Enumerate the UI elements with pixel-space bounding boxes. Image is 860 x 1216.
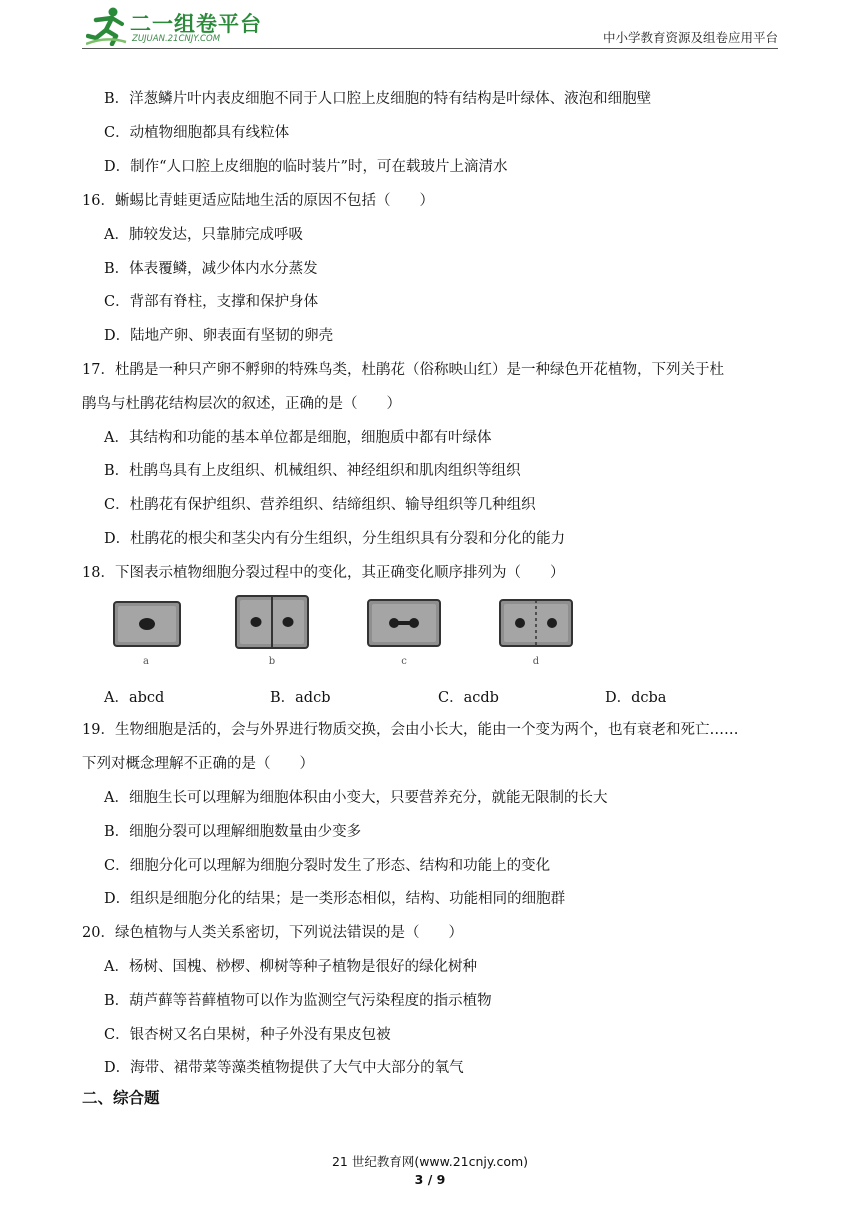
cell-diagram-a	[106, 592, 186, 674]
q16-option-a: A．肺较发达，只靠肺完成呼吸	[104, 227, 303, 243]
q16-option-b: B．体表覆鳞，减少体内水分蒸发	[104, 261, 318, 277]
q19-stem-line1: 19．生物细胞是活的，会与外界进行物质交换，会由小长大，能由一个变为两个，也有衰老和死亡……	[82, 722, 739, 738]
footer-site-link[interactable]: 21 世纪教育网(www.21cnjy.com)	[331, 1154, 529, 1169]
q17-option-d: D．杜鹃花的根尖和茎尖内有分生组织，分生组织具有分裂和分化的能力	[104, 531, 566, 547]
cell-diagram-b	[232, 592, 312, 674]
q19-option-c: C．细胞分化可以理解为细胞分裂时发生了形态、结构和功能上的变化	[104, 858, 551, 874]
logo-subtitle: ZUJUAN.21CNJY.COM	[132, 34, 221, 44]
q15-option-c: C．动植物细胞都具有线粒体	[104, 125, 290, 141]
figure-label-b: b	[268, 656, 276, 667]
q17-stem-line1: 17．杜鹃是一种只产卵不孵卵的特殊鸟类，杜鹃花（俗称映山红）是一种绿色开花植物，下列关于杜	[82, 362, 724, 378]
q15-option-d: D．制作“人口腔上皮细胞的临时装片”时，可在载玻片上滴清水	[104, 159, 508, 175]
q19-option-d: D．组织是细胞分化的结果；是一类形态相似，结构、功能相同的细胞群	[104, 891, 566, 907]
q18-option-a: A．abcd	[104, 690, 165, 706]
q20-option-d: D．海带、裙带菜等藻类植物提供了大气中大部分的氧气	[104, 1060, 464, 1076]
q16-option-c: C．背部有脊柱，支撑和保护身体	[104, 294, 319, 310]
q20-option-c: C．银杏树又名白果树，种子外没有果皮包被	[104, 1027, 391, 1043]
header-platform-name: 中小学教育资源及组卷应用平台	[602, 30, 778, 45]
q15-option-b: B．洋葱鳞片叶内表皮细胞不同于人口腔上皮细胞的特有结构是叶绿体、液泡和细胞壁	[104, 91, 652, 107]
q19-option-a: A．细胞生长可以理解为细胞体积由小变大，只要营养充分，就能无限制的长大	[104, 790, 608, 806]
q17-stem-line2: 鹃鸟与杜鹃花结构层次的叙述，正确的是（ ）	[82, 396, 401, 412]
q20-option-a: A．杨树、国槐、桫椤、柳树等种子植物是很好的绿化树种	[104, 959, 477, 975]
cell-diagram-d	[496, 592, 576, 674]
cell-diagram-c	[364, 592, 444, 674]
figure-label-a: a	[143, 656, 149, 667]
page-number: 3 / 9	[414, 1172, 446, 1187]
q20-stem: 20．绿色植物与人类关系密切，下列说法错误的是（ ）	[82, 925, 463, 941]
logo-title: 二一组卷平台	[130, 12, 262, 36]
q19-stem-line2: 下列对概念理解不正确的是（ ）	[82, 756, 314, 772]
q18-option-b: B．adcb	[270, 690, 331, 706]
runner-logo-icon	[86, 6, 128, 46]
section-title: 二、综合题	[82, 1089, 160, 1107]
q18-option-c: C．acdb	[438, 690, 499, 706]
page-header	[82, 0, 778, 50]
q16-stem: 16．蜥蜴比青蛙更适应陆地生活的原因不包括（ ）	[82, 193, 434, 209]
q17-option-a: A．其结构和功能的基本单位都是细胞，细胞质中都有叶绿体	[104, 430, 492, 446]
q17-option-c: C．杜鹃花有保护组织、营养组织、结缔组织、输导组织等几种组织	[104, 497, 536, 513]
q18-options	[104, 686, 724, 706]
q18-stem: 18．下图表示植物细胞分裂过程中的变化，其正确变化顺序排列为（ ）	[82, 565, 565, 581]
q17-option-b: B．杜鹃鸟具有上皮组织、机械组织、神经组织和肌肉组织等组织	[104, 463, 521, 479]
q18-option-d: D．dcba	[605, 690, 667, 706]
cell-division-figure	[100, 592, 580, 674]
header-divider	[82, 48, 778, 49]
q19-option-b: B．细胞分裂可以理解细胞数量由少变多	[104, 824, 362, 840]
q20-option-b: B．葫芦藓等苔藓植物可以作为监测空气污染程度的指示植物	[104, 993, 492, 1009]
figure-label-c: c	[401, 656, 407, 667]
figure-label-d: d	[532, 656, 540, 667]
q16-option-d: D．陆地产卵、卵表面有坚韧的卵壳	[104, 328, 334, 344]
